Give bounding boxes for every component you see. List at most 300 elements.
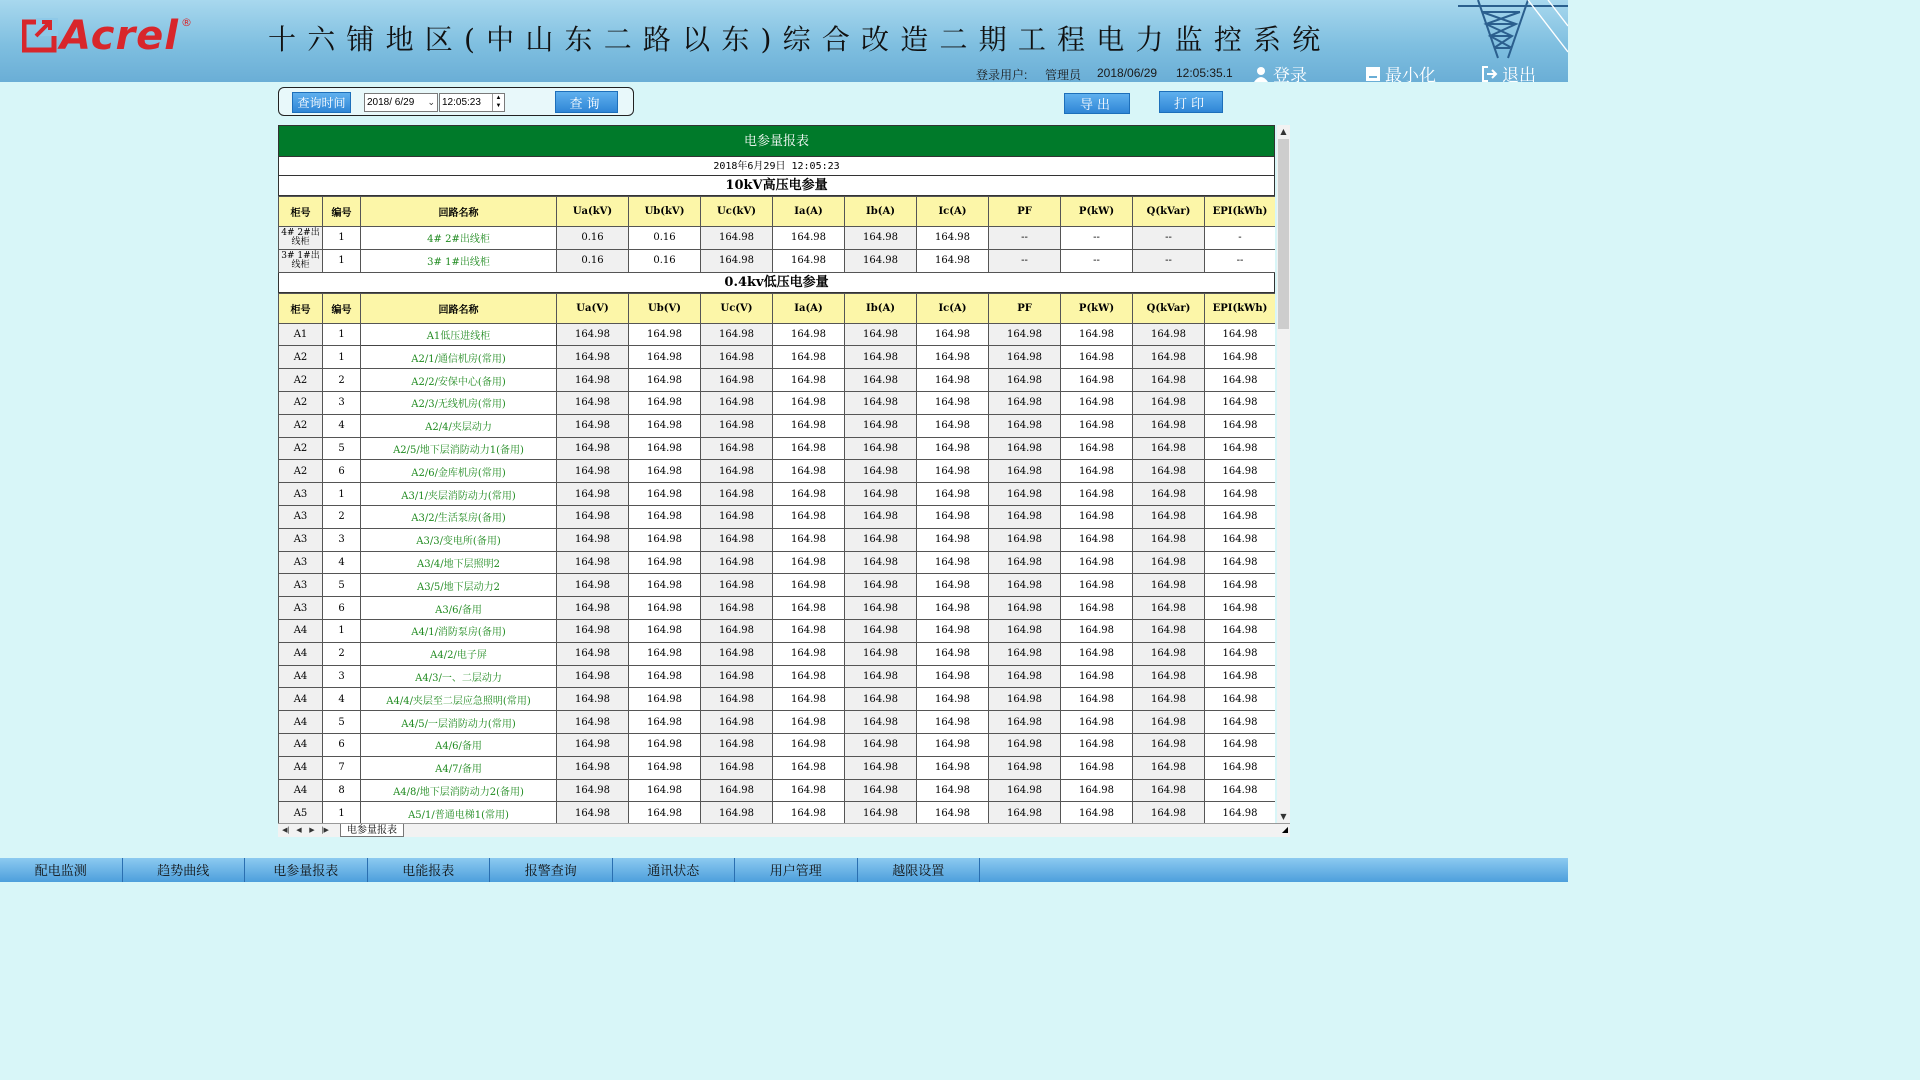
- loop-name-cell: A4/5/一层消防动力(常用): [361, 711, 557, 734]
- value-cell: 164.98: [917, 597, 989, 620]
- value-cell: 164.98: [557, 642, 629, 665]
- lv-column-header: Ic(A): [917, 293, 989, 323]
- lv-header-row: [279, 293, 1276, 323]
- value-cell: 164.98: [701, 346, 773, 369]
- cabinet-cell: A4: [279, 665, 323, 688]
- next-sheet-icon[interactable]: ▶: [309, 826, 315, 834]
- lv-column-header: 编号: [323, 293, 361, 323]
- value-cell: 164.98: [917, 733, 989, 756]
- value-cell: 164.98: [773, 619, 845, 642]
- value-cell: 164.98: [773, 733, 845, 756]
- table-row[interactable]: [279, 665, 1276, 688]
- value-cell: 164.98: [773, 505, 845, 528]
- value-cell: 164.98: [917, 665, 989, 688]
- table-row[interactable]: [279, 619, 1276, 642]
- table-row[interactable]: [279, 528, 1276, 551]
- number-cell: 1: [323, 346, 361, 369]
- value-cell: 164.98: [917, 483, 989, 506]
- loop-name-cell: A2/3/无线机房(常用): [361, 391, 557, 414]
- value-cell: 164.98: [1205, 505, 1276, 528]
- query-button[interactable]: 查询: [555, 91, 618, 113]
- table-cell: 164.98: [773, 227, 845, 250]
- value-cell: 164.98: [989, 323, 1061, 346]
- table-row[interactable]: [279, 391, 1276, 414]
- value-cell: 164.98: [989, 369, 1061, 392]
- table-cell: --: [1133, 249, 1205, 272]
- value-cell: 164.98: [845, 369, 917, 392]
- table-row[interactable]: [279, 414, 1276, 437]
- value-cell: 164.98: [557, 711, 629, 734]
- cabinet-cell: A4: [279, 733, 323, 756]
- value-cell: 164.98: [845, 756, 917, 779]
- table-row[interactable]: [279, 779, 1276, 802]
- value-cell: 164.98: [1133, 642, 1205, 665]
- value-cell: 164.98: [917, 779, 989, 802]
- value-cell: 164.98: [773, 802, 845, 823]
- nav-distribution-monitor[interactable]: 配电监测: [0, 858, 123, 882]
- cabinet-cell: A2: [279, 369, 323, 392]
- value-cell: 164.98: [701, 665, 773, 688]
- query-time-button[interactable]: 查询时间: [292, 92, 351, 113]
- table-cell: --: [1061, 249, 1133, 272]
- value-cell: 164.98: [1061, 369, 1133, 392]
- power-tower-icon: [1458, 0, 1568, 60]
- value-cell: 164.98: [629, 619, 701, 642]
- number-cell: 6: [323, 597, 361, 620]
- lv-column-header: Q(kVar): [1133, 293, 1205, 323]
- value-cell: 164.98: [1133, 323, 1205, 346]
- value-cell: 164.98: [989, 733, 1061, 756]
- value-cell: 164.98: [1061, 346, 1133, 369]
- nav-limit-settings[interactable]: 越限设置: [858, 858, 981, 882]
- value-cell: 164.98: [629, 437, 701, 460]
- hv-column-header: Ic(A): [917, 197, 989, 227]
- print-button[interactable]: 打印: [1159, 91, 1223, 113]
- value-cell: 164.98: [1205, 460, 1276, 483]
- hv-column-header: 回路名称: [361, 197, 557, 227]
- value-cell: 164.98: [773, 528, 845, 551]
- time-picker[interactable]: [439, 93, 505, 112]
- cabinet-cell: A4: [279, 711, 323, 734]
- value-cell: 164.98: [1061, 779, 1133, 802]
- lv-section-title: 0.4kv低压电参量: [278, 273, 1275, 293]
- hv-column-header: 编号: [323, 197, 361, 227]
- value-cell: 164.98: [773, 711, 845, 734]
- time-spinner[interactable]: [492, 94, 504, 111]
- value-cell: 164.98: [1133, 711, 1205, 734]
- table-row[interactable]: [279, 688, 1276, 711]
- value-cell: 164.98: [845, 665, 917, 688]
- scroll-thumb[interactable]: [1278, 139, 1289, 329]
- loop-name-cell: A2/1/通信机房(常用): [361, 346, 557, 369]
- value-cell: 164.98: [701, 323, 773, 346]
- user-icon: [1253, 66, 1269, 82]
- value-cell: 164.98: [845, 483, 917, 506]
- hv-column-header: P(kW): [1061, 197, 1133, 227]
- table-row[interactable]: [279, 733, 1276, 756]
- table-row[interactable]: [279, 597, 1276, 620]
- table-row[interactable]: [279, 505, 1276, 528]
- value-cell: 164.98: [1061, 619, 1133, 642]
- loop-name-cell: A4/6/备用: [361, 733, 557, 756]
- value-cell: 164.98: [917, 369, 989, 392]
- value-cell: 164.98: [773, 460, 845, 483]
- value-cell: 164.98: [989, 437, 1061, 460]
- table-cell: --: [1205, 249, 1276, 272]
- number-cell: 5: [323, 711, 361, 734]
- report-datetime: 2018年6月29日 12:05:23: [278, 157, 1275, 176]
- table-row[interactable]: [279, 642, 1276, 665]
- table-row[interactable]: [279, 711, 1276, 734]
- nav-energy-report[interactable]: 电能报表: [368, 858, 491, 882]
- cabinet-cell: 3# 1#出线柜: [279, 249, 323, 272]
- value-cell: 164.98: [701, 505, 773, 528]
- value-cell: 164.98: [845, 779, 917, 802]
- value-cell: 164.98: [701, 688, 773, 711]
- table-cell: 164.98: [917, 227, 989, 250]
- nav-parameter-report[interactable]: 电参量报表: [245, 858, 368, 882]
- chevron-down-icon[interactable]: ⌄: [427, 97, 435, 107]
- value-cell: 164.98: [557, 346, 629, 369]
- value-cell: 164.98: [917, 802, 989, 823]
- value-cell: 164.98: [557, 414, 629, 437]
- value-cell: 164.98: [773, 437, 845, 460]
- value-cell: 164.98: [629, 346, 701, 369]
- table-cell: 0.16: [629, 249, 701, 272]
- value-cell: 164.98: [1133, 551, 1205, 574]
- value-cell: 164.98: [629, 779, 701, 802]
- value-cell: 164.98: [557, 483, 629, 506]
- value-cell: 164.98: [1061, 460, 1133, 483]
- cabinet-cell: A4: [279, 756, 323, 779]
- value-cell: 164.98: [1133, 369, 1205, 392]
- value-cell: 164.98: [1061, 756, 1133, 779]
- value-cell: 164.98: [773, 551, 845, 574]
- system-title: 十六铺地区(中山东二路以东)综合改造二期工程电力监控系统: [268, 23, 1332, 56]
- lv-column-header: Ia(A): [773, 293, 845, 323]
- value-cell: 164.98: [1061, 688, 1133, 711]
- spin-up-icon[interactable]: ▲: [495, 95, 502, 101]
- export-button[interactable]: 导出: [1064, 93, 1130, 114]
- value-cell: 164.98: [557, 505, 629, 528]
- value-cell: 164.98: [989, 460, 1061, 483]
- number-cell: 2: [323, 505, 361, 528]
- cabinet-cell: A4: [279, 779, 323, 802]
- value-cell: 164.98: [773, 756, 845, 779]
- vertical-scrollbar[interactable]: [1277, 125, 1290, 823]
- value-cell: 164.98: [557, 688, 629, 711]
- loop-name-cell: A4/1/消防泵房(备用): [361, 619, 557, 642]
- value-cell: 164.98: [845, 505, 917, 528]
- loop-name-cell: A4/2/电子屏: [361, 642, 557, 665]
- value-cell: 164.98: [773, 391, 845, 414]
- value-cell: 164.98: [701, 642, 773, 665]
- value-cell: 164.98: [1133, 665, 1205, 688]
- table-row[interactable]: [279, 346, 1276, 369]
- value-cell: 164.98: [557, 779, 629, 802]
- table-cell: 0.16: [557, 249, 629, 272]
- value-cell: 164.98: [629, 528, 701, 551]
- table-row[interactable]: [279, 756, 1276, 779]
- number-cell: 1: [323, 483, 361, 506]
- value-cell: 164.98: [557, 323, 629, 346]
- loop-name-cell: 3# 1#出线柜: [361, 249, 557, 272]
- table-cell: --: [989, 249, 1061, 272]
- value-cell: 164.98: [701, 460, 773, 483]
- lv-column-header: 柜号: [279, 293, 323, 323]
- value-cell: 164.98: [557, 528, 629, 551]
- last-sheet-icon[interactable]: |▶: [321, 826, 329, 834]
- number-cell: 1: [323, 619, 361, 642]
- date-picker[interactable]: [364, 93, 438, 112]
- value-cell: 164.98: [557, 437, 629, 460]
- value-cell: 164.98: [773, 323, 845, 346]
- value-cell: 164.98: [773, 574, 845, 597]
- value-cell: 164.98: [989, 688, 1061, 711]
- table-row[interactable]: [279, 227, 1276, 250]
- number-cell: 4: [323, 551, 361, 574]
- value-cell: 164.98: [1205, 802, 1276, 823]
- nav-user-management[interactable]: 用户管理: [735, 858, 858, 882]
- value-cell: 164.98: [701, 437, 773, 460]
- cabinet-cell: A3: [279, 597, 323, 620]
- value-cell: 164.98: [1061, 437, 1133, 460]
- value-cell: 164.98: [917, 551, 989, 574]
- loop-name-cell: A3/5/地下层动力2: [361, 574, 557, 597]
- value-cell: 164.98: [917, 505, 989, 528]
- value-cell: 164.98: [1205, 323, 1276, 346]
- value-cell: 164.98: [773, 688, 845, 711]
- value-cell: 164.98: [557, 619, 629, 642]
- value-cell: 164.98: [1205, 733, 1276, 756]
- value-cell: 164.98: [701, 619, 773, 642]
- lv-table: [278, 293, 1275, 823]
- value-cell: 164.98: [629, 551, 701, 574]
- value-cell: 164.98: [629, 391, 701, 414]
- loop-name-cell: A5/1/普通电梯1(常用): [361, 802, 557, 823]
- lv-column-header: EPI(kWh): [1205, 293, 1276, 323]
- value-cell: 164.98: [629, 665, 701, 688]
- value-cell: 164.98: [845, 733, 917, 756]
- sheet-tab-bar: [278, 823, 1290, 837]
- value-cell: 164.98: [701, 779, 773, 802]
- value-cell: 164.98: [845, 528, 917, 551]
- value-cell: 164.98: [989, 414, 1061, 437]
- value-cell: 164.98: [1061, 574, 1133, 597]
- value-cell: 164.98: [845, 460, 917, 483]
- value-cell: 164.98: [701, 733, 773, 756]
- hv-column-header: Ia(A): [773, 197, 845, 227]
- loop-name-cell: A2/2/安保中心(备用): [361, 369, 557, 392]
- table-cell: 164.98: [845, 249, 917, 272]
- value-cell: 164.98: [1061, 733, 1133, 756]
- value-cell: 164.98: [917, 619, 989, 642]
- cabinet-cell: A3: [279, 551, 323, 574]
- value-cell: 164.98: [1133, 574, 1205, 597]
- value-cell: 164.98: [1061, 551, 1133, 574]
- value-cell: 164.98: [557, 460, 629, 483]
- number-cell: 5: [323, 574, 361, 597]
- loop-name-cell: A3/3/变电所(备用): [361, 528, 557, 551]
- table-cell: -: [1205, 227, 1276, 250]
- hv-header-row: [279, 197, 1276, 227]
- logout-icon: [1482, 66, 1498, 82]
- value-cell: 164.98: [989, 756, 1061, 779]
- value-cell: 164.98: [1061, 665, 1133, 688]
- table-cell: 0.16: [629, 227, 701, 250]
- value-cell: 164.98: [773, 346, 845, 369]
- value-cell: 164.98: [917, 414, 989, 437]
- table-row[interactable]: [279, 574, 1276, 597]
- nav-trend-curve[interactable]: 趋势曲线: [123, 858, 246, 882]
- number-cell: 8: [323, 779, 361, 802]
- value-cell: 164.98: [701, 574, 773, 597]
- cabinet-cell: A1: [279, 323, 323, 346]
- value-cell: 164.98: [989, 528, 1061, 551]
- value-cell: 164.98: [1205, 688, 1276, 711]
- value-cell: 164.98: [1061, 414, 1133, 437]
- login-user-label: 登录用户:: [976, 68, 1028, 82]
- value-cell: 164.98: [701, 802, 773, 823]
- hv-column-header: Ua(kV): [557, 197, 629, 227]
- number-cell: 5: [323, 437, 361, 460]
- value-cell: 164.98: [1205, 619, 1276, 642]
- spin-down-icon[interactable]: ▼: [495, 103, 502, 109]
- number-cell: 4: [323, 688, 361, 711]
- value-cell: 164.98: [1205, 369, 1276, 392]
- value-cell: 164.98: [629, 688, 701, 711]
- cabinet-cell: A2: [279, 391, 323, 414]
- table-row[interactable]: [279, 369, 1276, 392]
- value-cell: 164.98: [629, 756, 701, 779]
- value-cell: 164.98: [557, 391, 629, 414]
- table-cell: 164.98: [701, 227, 773, 250]
- value-cell: 164.98: [845, 619, 917, 642]
- value-cell: 164.98: [1061, 802, 1133, 823]
- value-cell: 164.98: [917, 528, 989, 551]
- value-cell: 164.98: [773, 483, 845, 506]
- hv-column-header: EPI(kWh): [1205, 197, 1276, 227]
- value-cell: 164.98: [629, 733, 701, 756]
- login-button[interactable]: [1253, 61, 1307, 82]
- number-cell: 3: [323, 665, 361, 688]
- value-cell: 164.98: [557, 369, 629, 392]
- scroll-up-icon[interactable]: ▲: [1280, 127, 1287, 136]
- value-cell: 164.98: [773, 665, 845, 688]
- lv-column-header: Ub(V): [629, 293, 701, 323]
- loop-name-cell: 4# 2#出线柜: [361, 227, 557, 250]
- value-cell: 164.98: [845, 711, 917, 734]
- value-cell: 164.98: [1061, 483, 1133, 506]
- value-cell: 164.98: [845, 642, 917, 665]
- loop-name-cell: A3/4/地下层照明2: [361, 551, 557, 574]
- cabinet-cell: A3: [279, 483, 323, 506]
- login-user-name: 管理员: [1045, 68, 1082, 82]
- loop-name-cell: A4/8/地下层消防动力2(备用): [361, 779, 557, 802]
- number-cell: 1: [323, 802, 361, 823]
- value-cell: 164.98: [1133, 688, 1205, 711]
- table-row[interactable]: [279, 551, 1276, 574]
- number-cell: 6: [323, 460, 361, 483]
- value-cell: 164.98: [557, 802, 629, 823]
- prev-sheet-icon[interactable]: ◀: [296, 826, 302, 834]
- loop-name-cell: A4/3/一、二层动力: [361, 665, 557, 688]
- table-cell: 0.16: [557, 227, 629, 250]
- value-cell: 164.98: [917, 756, 989, 779]
- value-cell: 164.98: [1133, 460, 1205, 483]
- minimize-button[interactable]: [1365, 61, 1436, 82]
- value-cell: 164.98: [1205, 391, 1276, 414]
- number-cell: 1: [323, 323, 361, 346]
- first-sheet-icon[interactable]: ◀|: [282, 826, 290, 834]
- scroll-down-icon[interactable]: ▼: [1280, 812, 1287, 821]
- table-row[interactable]: [279, 437, 1276, 460]
- cabinet-cell: A4: [279, 642, 323, 665]
- hv-column-header: Ub(kV): [629, 197, 701, 227]
- value-cell: 164.98: [989, 391, 1061, 414]
- nav-comm-status[interactable]: 通讯状态: [613, 858, 736, 882]
- table-row[interactable]: [279, 249, 1276, 272]
- nav-spacer: [980, 858, 1568, 882]
- date-picker-value: 2018/ 6/29: [367, 97, 415, 108]
- cabinet-cell: A3: [279, 574, 323, 597]
- number-cell: 2: [323, 642, 361, 665]
- query-panel: [278, 87, 634, 116]
- cabinet-cell: A5: [279, 802, 323, 823]
- value-cell: 164.98: [845, 414, 917, 437]
- hv-column-header: Uc(kV): [701, 197, 773, 227]
- hv-column-header: Ib(A): [845, 197, 917, 227]
- loop-name-cell: A3/1/夹层消防动力(常用): [361, 483, 557, 506]
- value-cell: 164.98: [1133, 437, 1205, 460]
- exit-button-label: 退出: [1502, 66, 1536, 82]
- lv-column-header: 回路名称: [361, 293, 557, 323]
- value-cell: 164.98: [1205, 551, 1276, 574]
- hv-table: [278, 196, 1275, 273]
- value-cell: 164.98: [557, 574, 629, 597]
- value-cell: 164.98: [989, 597, 1061, 620]
- value-cell: 164.98: [1205, 346, 1276, 369]
- value-cell: 164.98: [557, 733, 629, 756]
- table-row[interactable]: [279, 483, 1276, 506]
- minimize-icon: [1365, 66, 1381, 82]
- resize-grip-icon[interactable]: ◢: [1281, 825, 1288, 834]
- value-cell: 164.98: [845, 323, 917, 346]
- value-cell: 164.98: [557, 551, 629, 574]
- value-cell: 164.98: [989, 619, 1061, 642]
- number-cell: 6: [323, 733, 361, 756]
- value-cell: 164.98: [629, 323, 701, 346]
- loop-name-cell: A4/7/备用: [361, 756, 557, 779]
- value-cell: 164.98: [1133, 756, 1205, 779]
- table-row[interactable]: [279, 802, 1276, 823]
- value-cell: 164.98: [917, 437, 989, 460]
- report-sheet: [278, 125, 1275, 823]
- table-row[interactable]: [279, 323, 1276, 346]
- value-cell: 164.98: [629, 711, 701, 734]
- loop-name-cell: A1低压进线柜: [361, 323, 557, 346]
- value-cell: 164.98: [989, 779, 1061, 802]
- table-row[interactable]: [279, 460, 1276, 483]
- loop-name-cell: A3/6/备用: [361, 597, 557, 620]
- exit-button[interactable]: [1482, 61, 1536, 82]
- minimize-button-label: 最小化: [1385, 66, 1436, 82]
- cabinet-cell: A4: [279, 619, 323, 642]
- sheet-tab[interactable]: 电参量报表: [340, 824, 404, 837]
- value-cell: 164.98: [1133, 597, 1205, 620]
- value-cell: 164.98: [1061, 597, 1133, 620]
- nav-alarm-query[interactable]: 报警查询: [490, 858, 613, 882]
